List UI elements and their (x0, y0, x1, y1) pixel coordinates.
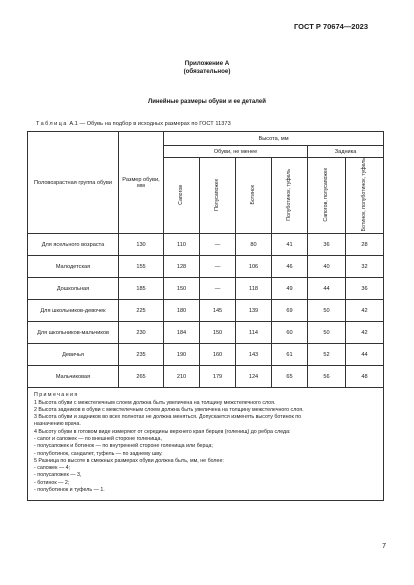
row-group: Для ясельного возраста (28, 234, 119, 256)
note-line: - сапожек — 4; (34, 465, 71, 472)
row-polusapozhki: — (200, 256, 236, 278)
row-size: 185 (119, 278, 164, 300)
page-number: 7 (382, 543, 386, 550)
row-polusapozhki: — (200, 234, 236, 256)
row-heel-botinki: 42 (346, 300, 384, 322)
note-line: 5 Разница по высоте в смежных размерах обуви должна быть, мм, не более: (34, 457, 224, 464)
header-row-1 (28, 132, 384, 146)
row-sapogi: 128 (164, 256, 200, 278)
row-group: Дошкольная (28, 278, 119, 300)
table-row (28, 256, 384, 278)
row-size: 230 (119, 322, 164, 344)
header-shoes-min: Обуви, не менее (164, 146, 308, 158)
shoe-size-table (27, 131, 384, 501)
note-line: - ботинок — 2; (34, 479, 70, 486)
row-polusapozhki: — (200, 278, 236, 300)
row-heel-sapogi: 36 (308, 234, 346, 256)
note-line: - полуботинок и туфель — 1. (34, 487, 105, 494)
note-line: - полусапожек — 3, (34, 472, 82, 479)
header-size: Размер обуви, мм (119, 132, 164, 234)
header-col-polubotinki: Полуботинок, туфель (272, 158, 308, 234)
header-col-botinki: Ботинок (236, 158, 272, 234)
row-group: Для школьников-девочек (28, 300, 119, 322)
row-polubotinki: 60 (272, 322, 308, 344)
row-sapogi: 210 (164, 366, 200, 388)
header-heel-part: Задника (308, 146, 384, 158)
row-botinki: 139 (236, 300, 272, 322)
row-group: Мальчиковая (28, 366, 119, 388)
section-title: Линейные размеры обуви и ее деталей (148, 99, 266, 105)
row-polubotinki: 65 (272, 366, 308, 388)
appendix-title: Приложение А (184, 60, 230, 67)
row-polusapozhki: 150 (200, 322, 236, 344)
row-heel-sapogi: 56 (308, 366, 346, 388)
row-botinki: 124 (236, 366, 272, 388)
note-line: - полусапожек и ботинок — по внутренней стороне голенища или берца; (34, 443, 213, 450)
row-heel-sapogi: 50 (308, 300, 346, 322)
row-group: Малодетская (28, 256, 119, 278)
table-row (28, 300, 384, 322)
notes-row (28, 388, 384, 501)
row-heel-botinki: 44 (346, 344, 384, 366)
table-caption-text: А.1 — Обувь на подбор в исходных размерах по ГОСТ 11373 (69, 121, 231, 127)
row-botinki: 143 (236, 344, 272, 366)
row-botinki: 106 (236, 256, 272, 278)
table-caption (36, 121, 231, 127)
note-line: 2 Высота задников в обуви с межстелечным слоем должна быть увеличена на толщину межстелечного слоя. (34, 406, 304, 413)
row-sapogi: 150 (164, 278, 200, 300)
table-row (28, 322, 384, 344)
table-row (28, 344, 384, 366)
table-notes (28, 388, 384, 501)
row-sapogi: 180 (164, 300, 200, 322)
row-sapogi: 190 (164, 344, 200, 366)
row-heel-botinki: 28 (346, 234, 384, 256)
table-row (28, 278, 384, 300)
row-heel-botinki: 36 (346, 278, 384, 300)
row-polubotinki: 49 (272, 278, 308, 300)
header-col-sapogi: Сапогов (164, 158, 200, 234)
table-row (28, 234, 384, 256)
row-polusapozhki: 160 (200, 344, 236, 366)
note-line: - полуботинок, сандалет, туфель — по заднему шву. (34, 450, 163, 457)
note-line: назначению врача. (34, 421, 81, 428)
row-polubotinki: 41 (272, 234, 308, 256)
row-group: Для школьников-мальчиков (28, 322, 119, 344)
row-size: 130 (119, 234, 164, 256)
row-heel-sapogi: 52 (308, 344, 346, 366)
row-botinki: 114 (236, 322, 272, 344)
row-size: 235 (119, 344, 164, 366)
row-size: 155 (119, 256, 164, 278)
row-polubotinki: 69 (272, 300, 308, 322)
row-heel-sapogi: 44 (308, 278, 346, 300)
table-row (28, 366, 384, 388)
row-heel-sapogi: 50 (308, 322, 346, 344)
row-size: 225 (119, 300, 164, 322)
row-polusapozhki: 179 (200, 366, 236, 388)
row-heel-botinki: 48 (346, 366, 384, 388)
row-sapogi: 110 (164, 234, 200, 256)
appendix-heading (0, 60, 414, 76)
header-group: Половозрастная группа обуви (28, 132, 119, 234)
note-line: 1 Высота обуви с межстелечным слоем должна быть увеличена на толщину межстелечного слоя. (34, 399, 276, 406)
notes-title: Примечания (34, 392, 79, 399)
appendix-status: (обязательное) (183, 68, 231, 75)
table-caption-word: Таблица (36, 121, 68, 127)
row-size: 265 (119, 366, 164, 388)
note-line: 3 Высота обуви и задников во всех полнотах не должна меняться. Допускается изменять высоту ботинок по (34, 414, 302, 421)
header-height: Высота, мм (164, 132, 384, 146)
note-line: 4 Высоту обуви в готовом виде измеряют от середины верхнего края берцев (голенищ) до ребра следа: (34, 428, 291, 435)
row-heel-botinki: 42 (346, 322, 384, 344)
row-heel-sapogi: 40 (308, 256, 346, 278)
row-polubotinki: 46 (272, 256, 308, 278)
header-col-heel-botinki: Ботинок, полуботинок, туфель (346, 158, 384, 234)
row-polubotinki: 61 (272, 344, 308, 366)
note-line: - сапог и сапожек — по внешней стороне голенища, (34, 436, 162, 442)
header-col-polusapozhki: Полусапожек (200, 158, 236, 234)
row-polusapozhki: 145 (200, 300, 236, 322)
row-botinki: 80 (236, 234, 272, 256)
row-heel-botinki: 32 (346, 256, 384, 278)
row-sapogi: 184 (164, 322, 200, 344)
row-botinki: 118 (236, 278, 272, 300)
document-standard-header: ГОСТ Р 70674—2023 (293, 22, 368, 31)
row-group: Девичья (28, 344, 119, 366)
header-col-heel-sapogi: Сапогов, полусапожек (308, 158, 346, 234)
